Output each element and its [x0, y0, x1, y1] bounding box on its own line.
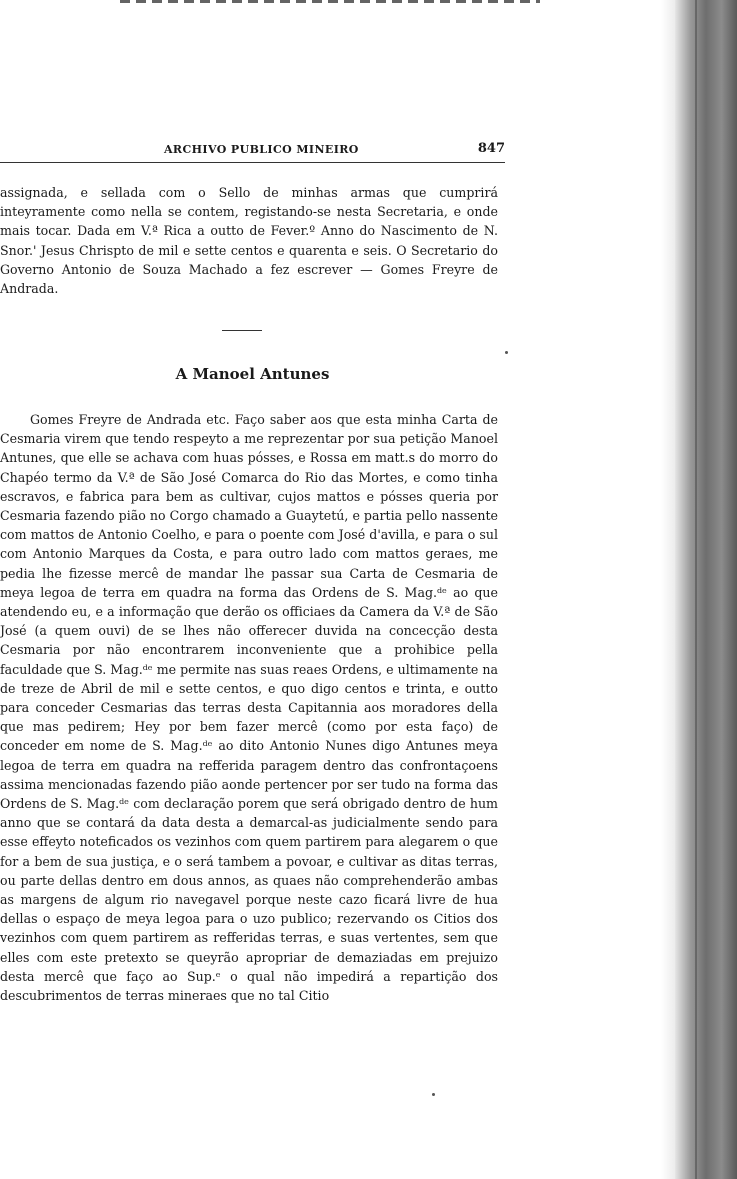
top-edge-marks: [120, 0, 540, 3]
ink-speck: [505, 351, 508, 354]
running-title: ARCHIVO PUBLICO MINEIRO: [164, 143, 359, 156]
page-fold-shadow: [661, 0, 675, 1179]
page-number: 847: [477, 141, 505, 156]
continuation-paragraph: assignada, e sellada com o Sello de minhas armas que cumprirá inteyramente como nella se contem, registando-se nesta Secretaria, e onde mais tocar. Dada em V.ª Rica a outto de Fever.º Anno do Nascimento de N. Snor.' Jesus Chrispto de mil e sette centos e quarenta e seis. O Secretario do Governo Antonio de Souza Machado a fez escrever — Gomes Freyre de Andrada.: [0, 185, 498, 297]
section-title: A Manoel Antunes: [175, 365, 330, 383]
header-rule: [0, 162, 505, 163]
page-header: [160, 141, 505, 161]
book-spine-edge: [675, 0, 737, 1179]
section-body: Gomes Freyre de Andrada etc. Faço saber aos que esta minha Carta de Cesmaria virem que tendo respeyto a me reprezentar por sua petição Manoel Antunes, que elle se achava com huas pósses, e Rossa em matt.s do morro do Chapéo termo da V.ª de São José Comarca do Rio das Mortes, e como tinha escravos, e fabrica para bem as cultivar, cujos mattos e pósses queria por Cesmaria fazendo pião no Corgo chamado a Guaytetú, e partia pello nassente com mattos de Antonio Coelho, e para o poente com José d'avilla, e para o sul com Antonio Marques da Costa, e para outro lado com mattos geraes, me pedia lhe fizesse mercê de mandar lhe passar sua Carta de Cesmaria de meya legoa de terra em quadra na forma das Ordens de S. Mag.ᵈᵉ ao que atendendo eu, e a informação que derão os officiaes da Camera da V.ª de São José (a quem ouvi) de se lhes não offerecer duvida na concecção desta Cesmaria por não encontrarem inconveniente que a prohibice pella faculdade que S. Mag.ᵈᵉ me permite nas suas reaes Ordens, e ultimamente na de treze de Abril de mil e sette centos, e quo digo centos e trinta, e outto para conceder Cesmarias das terras desta Capitannia aos moradores della que mas pedirem; Hey por bem fazer mercê (como por esta faço) de conceder em nome de S. Mag.ᵈᵉ ao dito Antonio Nunes digo Antunes meya legoa de terra em quadra na refferida paragem dentro das confrontaçoens assima mencionadas fazendo pião aonde pertencer por ser tudo na forma das Ordens de S. Mag.ᵈᵉ com declaração porem que será obrigado dentro de hum anno que se contará da data desta a demarcal-as judicialmente sendo para esse effeyto noteficados os vezinhos com quem partirem para alegarem o que for a bem de sua justiça, e o será tambem a povoar, e cultivar as ditas terras, ou parte dellas dentro em dous annos, as quaes não comprehenderão ambas as margens de algum rio navegavel porque neste cazo ficará livre de hua dellas o espaço de meya legoa para o uzo publico; rezervando os Citios dos vezinhos com quem partirem as refferidas terras, e suas vertentes, sem que elles com este pretexto se queyrão apropriar de demaziadas em prejuizo desta mercê que faço ao Sup.ᵉ o qual não impedirá a repartição dos descubrimentos de terras mineraes que no tal Citio: [0, 412, 498, 1004]
ink-speck: [432, 1093, 435, 1096]
section-divider: [222, 330, 262, 331]
